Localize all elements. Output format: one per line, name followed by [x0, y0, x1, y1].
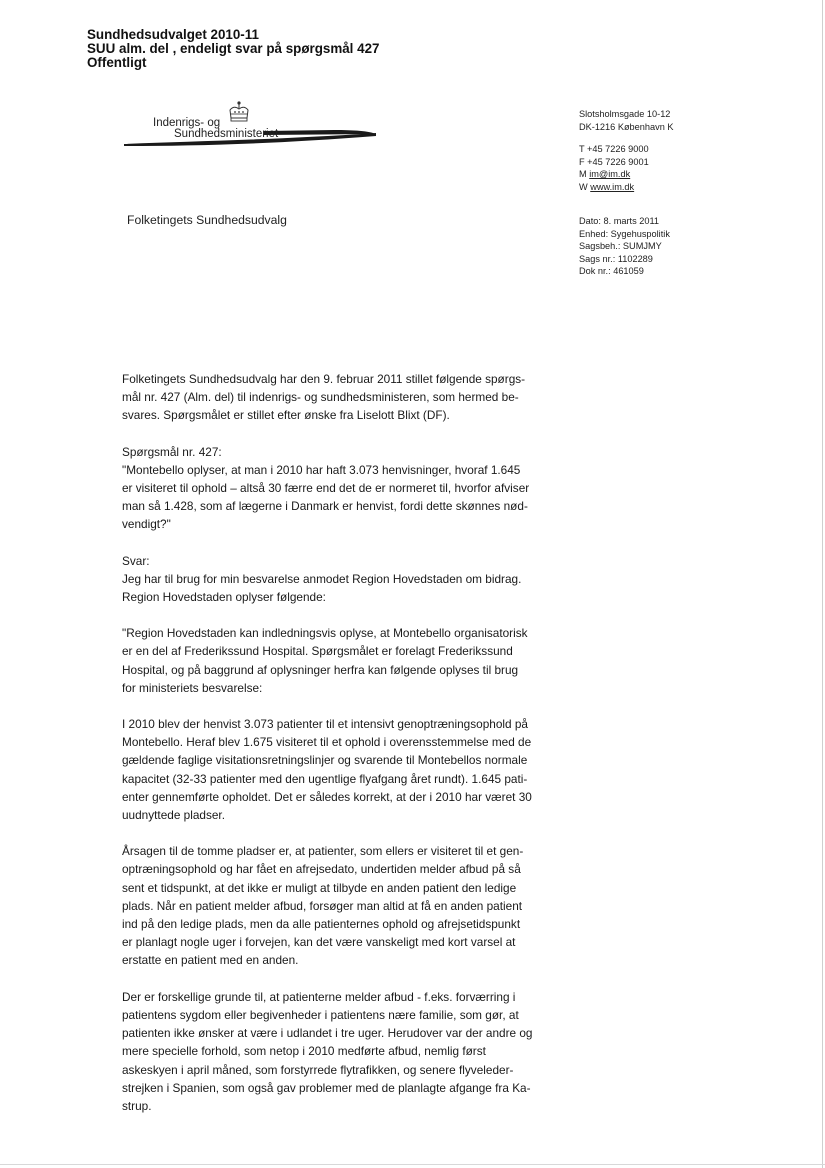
text-line: mere specielle forhold, som netop i 2010 medførte afbud, nemlig først	[122, 1044, 486, 1059]
page-edge-bottom	[0, 1164, 825, 1165]
text-line: erstatte en patient med en anden.	[122, 953, 299, 968]
meta-caseworker: Sagsbeh.: SUMJMY	[579, 241, 662, 252]
fax: F +45 7226 9001	[579, 156, 649, 167]
document-header	[87, 28, 379, 70]
web-prefix: W	[579, 181, 591, 192]
causes-paragraph	[122, 988, 562, 1115]
text-line: uudnyttede pladser.	[122, 808, 225, 823]
text-line: er visiteret til ophold – altså 30 færre end det de er normeret til, hvorfor afviser	[122, 481, 530, 496]
text-line: Montebello. Heraf blev 1.675 visiteret til et ophold i overensstemmelse med de	[122, 735, 532, 750]
text-line: I 2010 blev der henvist 3.073 patienter til et intensivt genoptræningsophold på	[122, 717, 528, 732]
address-city: DK-1216 København K	[579, 121, 674, 132]
case-metadata	[579, 215, 670, 278]
text-line: mål nr. 427 (Alm. del) til indenrigs- og sundhedsministeren, som hermed be-	[122, 390, 519, 405]
meta-unit: Enhed: Sygehuspolitik	[579, 228, 670, 239]
text-line: patientens sygdom eller begivenheder i patientens nære familie, som gør, at	[122, 1007, 519, 1022]
answer-intro-paragraph	[122, 570, 562, 606]
recipient: Folketingets Sundhedsudvalg	[127, 213, 287, 227]
text-line: kapacitet (32-33 patienter med den ugentlige flyafgang året rundt). 1.645 pati-	[122, 771, 528, 786]
email-prefix: M	[579, 169, 590, 180]
text-line: Hospital, og på baggrund af oplysninger herfra kan følgende oplyses til brug	[122, 662, 519, 677]
text-line: strup.	[122, 1098, 152, 1113]
meta-document-number: Dok nr.: 461059	[579, 266, 644, 277]
text-line: svares. Spørgsmålet er stillet efter ønske fra Liselott Blixt (DF).	[122, 408, 450, 423]
question-heading	[122, 443, 562, 461]
letter-body	[122, 370, 562, 1115]
logo-text-line2: Sundhedsministeriet	[174, 128, 279, 140]
text-line: ind på den ledige plads, men da alle patienternes ophold og afrejsetidspunkt	[122, 917, 521, 932]
text-line: "Region Hovedstaden kan indledningsvis oplyse, at Montebello organisatorisk	[122, 626, 528, 641]
phone: T +45 7226 9000	[579, 144, 649, 155]
text-line: enter gennemførte opholdet. Det er således korrekt, at der i 2010 har været 30	[122, 789, 532, 804]
quote-intro-paragraph	[122, 624, 562, 697]
text-line: Spørgsmål nr. 427:	[122, 444, 222, 459]
text-line: strejken i Spanien, som også gav problemer med de planlagte afgange fra Ka-	[122, 1080, 531, 1095]
answer-heading	[122, 552, 562, 570]
page-edge	[822, 0, 823, 1168]
address-street: Slotsholmsgade 10-12	[579, 109, 671, 119]
question-paragraph	[122, 461, 562, 534]
text-line: Jeg har til brug for min besvarelse anmodet Region Hovedstaden om bidrag.	[122, 571, 522, 586]
text-line: for ministeriets besvarelse:	[122, 680, 263, 695]
text-line: gældende faglige visitationsretningslinjer og svarende til Montebellos normale	[122, 753, 528, 768]
text-line: er en del af Frederikssund Hospital. Spørgsmålet er forelagt Frederikssund	[122, 644, 513, 659]
meta-case-number: Sags nr.: 1102289	[579, 253, 653, 264]
crown-icon	[230, 101, 248, 121]
email-line	[579, 168, 674, 181]
text-line: Årsagen til de tomme pladser er, at patienter, som ellers er visiteret til et gen-	[122, 844, 524, 859]
text-line: Svar:	[122, 553, 150, 568]
email-link[interactable]: im@im.dk	[589, 169, 631, 180]
text-line: sent et tidspunkt, at det ikke er muligt at tilbyde en anden patient den ledige	[122, 880, 517, 895]
text-line: optræningsophold og har fået en afrejsedato, undertiden melder afbud på så	[122, 862, 521, 877]
text-line: "Montebello oplyser, at man i 2010 har haft 3.073 henvisninger, hvoraf 1.645	[122, 462, 521, 477]
web-link[interactable]: www.im.dk	[590, 181, 635, 192]
text-line: Folketingets Sundhedsudvalg har den 9. februar 2011 stillet følgende spørgs-	[122, 372, 526, 386]
question-reference: SUU alm. del , endeligt svar på spørgsmål 427	[87, 41, 380, 56]
text-line: patienten ikke ønsker at være i udlandet i tre uger. Herudover var der andre og	[122, 1026, 533, 1041]
contact-block	[579, 108, 674, 194]
text-line: er planlagt nogle uger i forvejen, kan det være vanskeligt med kort varsel at	[122, 935, 516, 950]
text-line: Region Hovedstaden oplyser følgende:	[122, 590, 326, 605]
reason-paragraph	[122, 842, 562, 969]
text-line: askeskyen i april måned, som forstyrrede flytrafikken, og senere flyveleder-	[122, 1062, 514, 1077]
public-status: Offentligt	[87, 55, 147, 70]
meta-date: Dato: 8. marts 2011	[579, 216, 660, 226]
logo-text-line1: Indenrigs- og	[153, 117, 221, 129]
committee-title: Sundhedsudvalget 2010-11	[87, 27, 259, 42]
statistics-paragraph	[122, 715, 562, 824]
intro-paragraph	[122, 370, 562, 425]
text-line: man så 1.428, som af lægerne i Danmark er henvist, fordi dette skønnes nød-	[122, 499, 528, 514]
text-line: Der er forskellige grunde til, at patienterne melder afbud - f.eks. forværring i	[122, 989, 516, 1004]
ministry-logo	[124, 100, 384, 160]
web-line	[579, 181, 674, 194]
text-line: vendigt?"	[122, 517, 171, 532]
text-line: plads. Når en patient melder afbud, forsøger man altid at få en anden patient	[122, 898, 523, 913]
